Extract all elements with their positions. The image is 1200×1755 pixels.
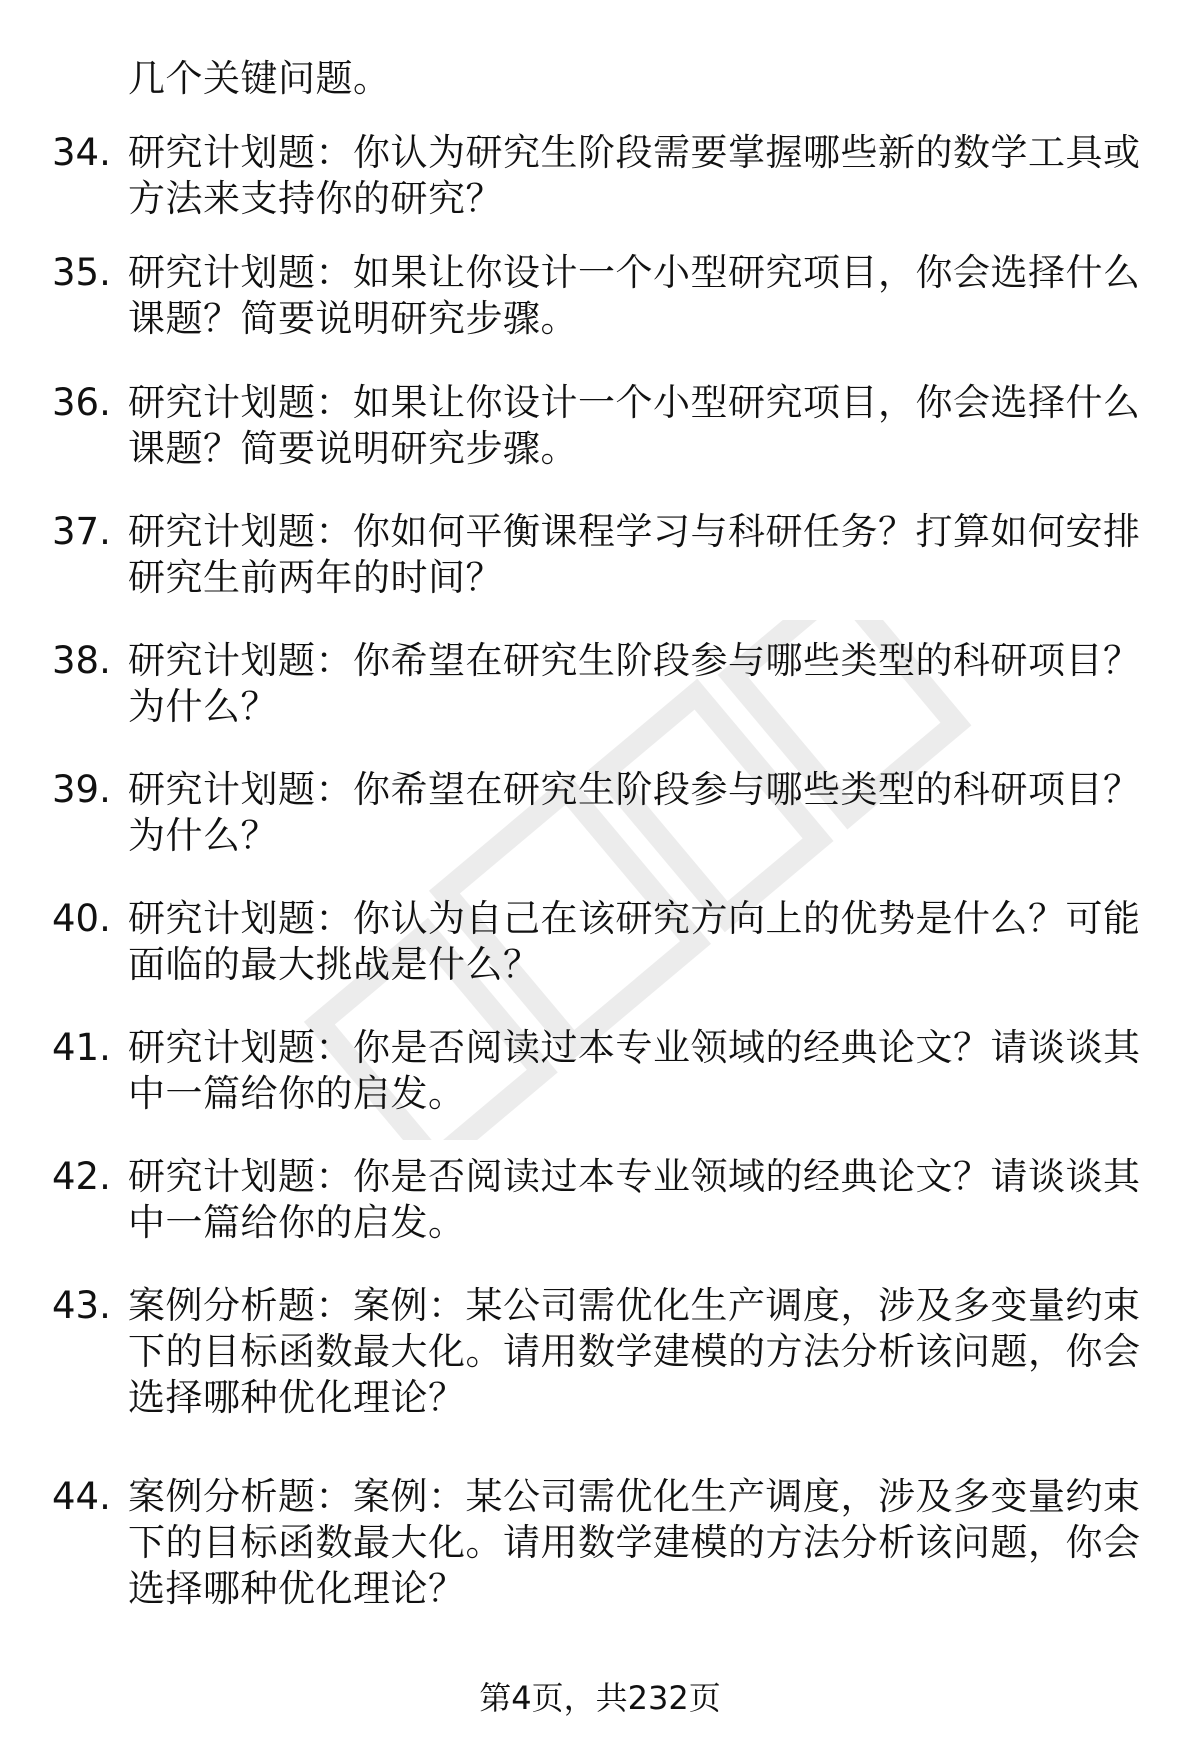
question-number: 43.: [52, 1284, 111, 1327]
question-text: 研究计划题：你认为研究生阶段需要掌握哪些新的数学工具或方法来支持你的研究？: [128, 131, 1141, 220]
question-text: 研究计划题：你希望在研究生阶段参与哪些类型的科研项目？为什么？: [128, 639, 1141, 728]
question-text: 研究计划题：如果让你设计一个小型研究项目，你会选择什么课题？简要说明研究步骤。: [128, 251, 1141, 340]
question-text: 研究计划题：如果让你设计一个小型研究项目，你会选择什么课题？简要说明研究步骤。: [128, 381, 1141, 470]
question-number: 44.: [52, 1475, 111, 1518]
question-number: 34.: [52, 131, 111, 174]
question-number: 37.: [52, 510, 111, 553]
question-text: 研究计划题：你如何平衡课程学习与科研任务？打算如何安排研究生前两年的时间？: [128, 510, 1141, 599]
question-number: 40.: [52, 897, 111, 940]
question-text: 研究计划题：你希望在研究生阶段参与哪些类型的科研项目？为什么？: [128, 768, 1141, 857]
question-text: 研究计划题：你是否阅读过本专业领域的经典论文？请谈谈其中一篇给你的启发。: [128, 1026, 1141, 1115]
question-number: 36.: [52, 381, 111, 424]
question-text: 案例分析题：案例：某公司需优化生产调度，涉及多变量约束下的目标函数最大化。请用数学建模的方法分析该问题，你会选择哪种优化理论？: [128, 1284, 1141, 1419]
question-number: 42.: [52, 1155, 111, 1198]
question-text: 研究计划题：你认为自己在该研究方向上的优势是什么？可能面临的最大挑战是什么？: [128, 897, 1141, 986]
question-text: 案例分析题：案例：某公司需优化生产调度，涉及多变量约束下的目标函数最大化。请用数学建模的方法分析该问题，你会选择哪种优化理论？: [128, 1475, 1141, 1610]
page-footer: 第4页，共232页: [479, 1679, 721, 1717]
question-number: 35.: [52, 251, 111, 294]
continued-question-text: 几个关键问题。: [128, 57, 391, 100]
question-text: 研究计划题：你是否阅读过本专业领域的经典论文？请谈谈其中一篇给你的启发。: [128, 1155, 1141, 1244]
question-number: 38.: [52, 639, 111, 682]
question-number: 41.: [52, 1026, 111, 1069]
question-number: 39.: [52, 768, 111, 811]
